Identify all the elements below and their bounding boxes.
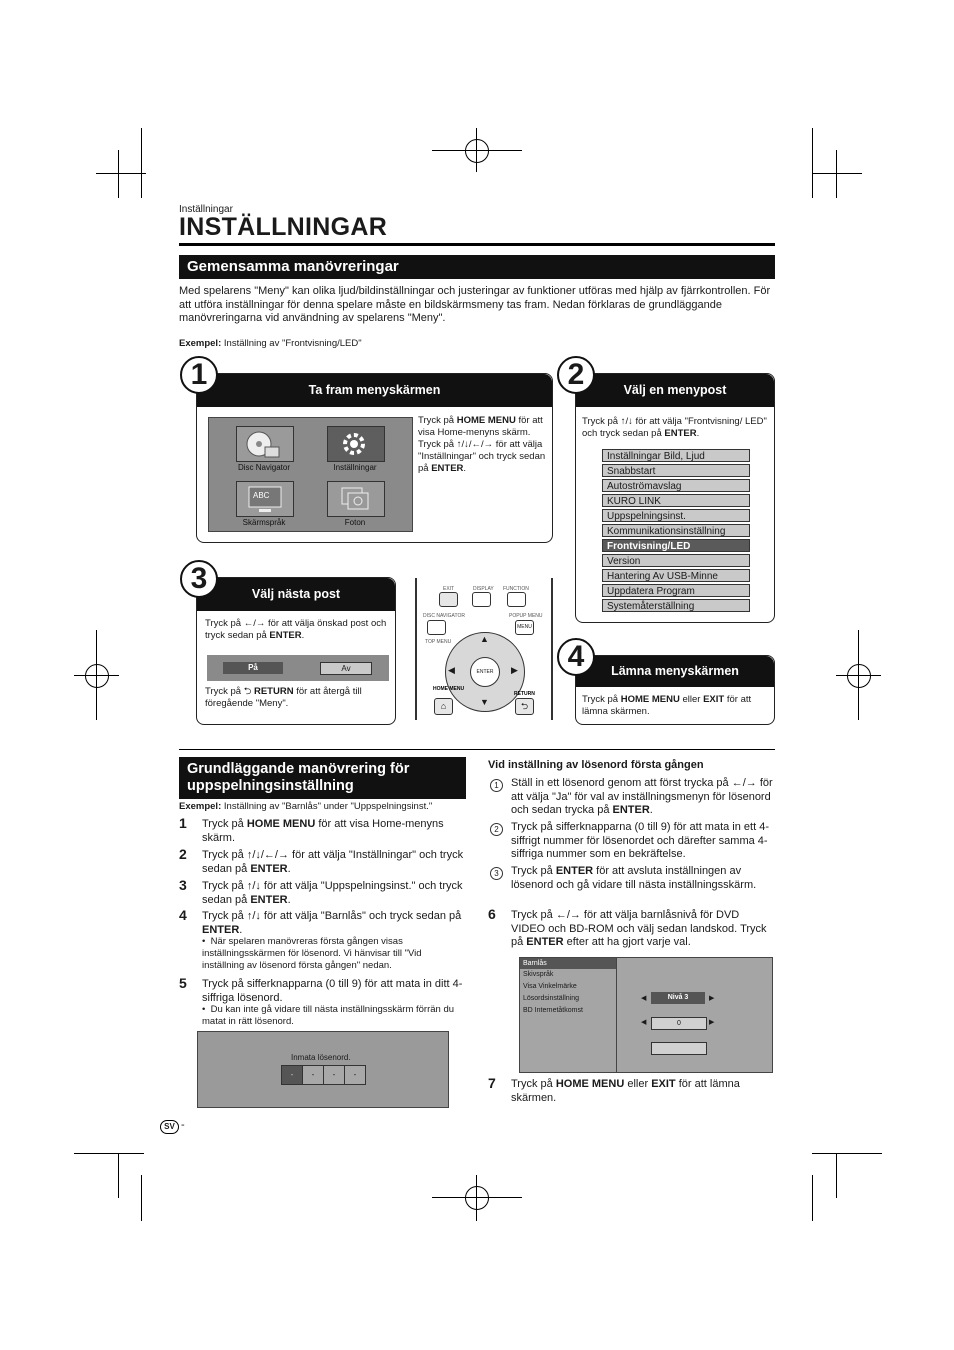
disc-navigator-tile[interactable] [236, 426, 294, 462]
text: för att återgå till föregående "Meny". [205, 686, 362, 709]
password-cell[interactable]: - [323, 1065, 345, 1085]
step-number: 1 [179, 815, 187, 831]
screen-sidebar [520, 958, 617, 1072]
tile-label: Skärmspråk [242, 518, 286, 527]
arrow-left-icon[interactable]: ◀ [641, 995, 647, 1002]
home-menu-screen [208, 417, 413, 532]
step3-heading: Välj nästa post [197, 578, 395, 611]
option-on[interactable]: På [223, 662, 283, 674]
arrow-down-icon[interactable]: ▼ [480, 697, 489, 707]
arrow-right-icon[interactable]: ▶ [709, 1019, 715, 1026]
password-cell[interactable]: - [302, 1065, 324, 1085]
display-button[interactable] [472, 592, 491, 607]
remote-label: HOME MENU [433, 686, 465, 692]
text: . [463, 463, 467, 474]
screen-item[interactable]: Lösordsinställning [523, 995, 580, 1002]
function-button[interactable] [507, 592, 526, 607]
return-button[interactable] [515, 698, 534, 715]
menu-item[interactable]: KURO LINK [602, 494, 750, 507]
page-title: INSTÄLLNINGAR [179, 213, 388, 241]
step4-heading: Lämna menyskärmen [576, 656, 774, 687]
remote-label: DISC NAVIGATOR [423, 613, 465, 619]
menu-item[interactable]: Frontvisning/LED [602, 539, 750, 552]
registration-mark [847, 664, 871, 688]
menu-item[interactable]: Uppspelningsinst. [602, 509, 750, 522]
photo-icon [328, 482, 384, 516]
step3-instructions [205, 618, 389, 642]
item-text: Tryck på sifferknapparna (0 till 9) för att mata in ett 4-siffrigt nummer för lösenordet och därefter samma 4-siffriga nummer som en bekräftelse. [511, 821, 769, 860]
step4-instructions [582, 694, 770, 718]
step-text: Tryck på sifferknapparna (0 till 9) för att mata in ditt 4-siffriga lösenord. [202, 978, 463, 1004]
crop-mark [74, 1153, 144, 1154]
option-off[interactable]: Av [320, 662, 372, 675]
step-text: Tryck på ↑/↓ för att välja "Uppspelningsinst." och tryck sedan på ENTER. [202, 880, 463, 906]
note-text: Du kan inte gå vidare till nästa inställningsskärm förrän du matat in rätt lösenord. [202, 1004, 455, 1027]
password-cell[interactable]: - [344, 1065, 366, 1085]
step-number: 6 [488, 906, 496, 922]
password-label: Inmata lösenord. [291, 1053, 351, 1062]
step-text: Tryck på ↑/↓/←/→ för att välja "Inställningar" och tryck sedan på ENTER. [202, 849, 464, 875]
item-text: Ställ in ett lösenord genom att först trycka på ←/→ för att välja "Ja" för val av inställningsmenyn för lösenord och sedan trycka på ENTER. [511, 777, 773, 816]
key-enter: ENTER [664, 428, 697, 439]
step-text: Tryck på HOME MENU för att visa Home-menyns skärm. [202, 818, 444, 844]
crop-mark [141, 128, 142, 198]
screen-item-selected[interactable]: Barnlås [520, 958, 616, 969]
crop-mark [96, 173, 146, 174]
step-text: Tryck på ↑/↓ för att välja "Barnlås" och tryck sedan på ENTER. [202, 910, 462, 936]
crop-mark [812, 173, 862, 174]
text: . [301, 630, 305, 641]
screen-item[interactable]: Visa Vinkelmärke [523, 983, 577, 990]
breadcrumb: Inställningar [179, 204, 233, 215]
remote-label: RETURN [514, 691, 535, 697]
text: Tryck på [418, 415, 457, 426]
remote-label: EXIT [443, 586, 455, 592]
example-line [179, 338, 362, 350]
circled-number: 2 [490, 823, 503, 836]
text: för att lämna skärmen. [582, 694, 752, 717]
remote-label: DISPLAY [473, 586, 494, 592]
crop-mark [812, 1175, 813, 1221]
menu-button[interactable]: MENU [515, 620, 534, 635]
step-text: Tryck på HOME MENU eller EXIT för att lämna skärmen. [511, 1078, 740, 1104]
step2-heading: Välj en menypost [576, 374, 774, 407]
example-text: Inställning av "Barnlås" under "Uppspelningsinst." [223, 801, 433, 812]
remote-label: FUNCTION [503, 586, 529, 592]
page-dash: - [181, 1119, 185, 1131]
key-enter: ENTER [269, 630, 302, 641]
menu-item[interactable]: Uppdatera Program [602, 584, 750, 597]
intro-paragraph: Med spelarens "Meny" kan olika ljud/bildinställningar och justeringar av funktioner utföras med hjälp av fjärrkontrollen. För att utföra inställningar för denna spelare måste en bildskärmsmeny tas fram. Nedan förklaras de grundläggande manövreringarna vid användning av spelarens "Meny". [179, 285, 771, 324]
text: eller [679, 694, 704, 705]
tile-label: Disc Navigator [237, 463, 290, 472]
menu-item[interactable]: Kommunikationsinställning [602, 524, 750, 537]
registration-mark [85, 664, 109, 688]
level-selector[interactable]: Nivå 3 [651, 992, 705, 1004]
return-icon: ⮌ [243, 686, 254, 697]
step2-instructions [582, 416, 770, 440]
key-enter: ENTER [431, 463, 464, 474]
crop-mark [812, 128, 813, 198]
arrow-left-icon[interactable]: ◀ [448, 665, 455, 675]
language-badge: SV [160, 1120, 179, 1134]
step3-return [205, 686, 389, 710]
step1-instructions [418, 415, 546, 475]
screen-item[interactable]: BD Internetåtkomst [523, 1007, 583, 1014]
arrow-right-icon[interactable]: ▶ [709, 995, 715, 1002]
screen-item[interactable]: Skivspråk [523, 971, 554, 978]
home-icon: ⌂ [440, 701, 447, 711]
text: . [696, 428, 700, 439]
step4-box [575, 655, 775, 725]
step1-box [196, 373, 553, 543]
text: för att visa Home-menyns skärm. [418, 415, 543, 438]
gear-icon [328, 427, 384, 461]
registration-mark [465, 1186, 489, 1210]
example-line [179, 801, 432, 813]
menu-item[interactable]: Version [602, 554, 750, 567]
step-number: 3 [179, 877, 187, 893]
key-return: RETURN [253, 686, 294, 697]
menu-item[interactable]: Autoströmavslag [602, 479, 750, 492]
option-bar [207, 655, 389, 681]
subheading: Vid inställning av lösenord första gången [488, 759, 704, 771]
text: Tryck på ↑/↓/←/→ för att välja "Inställningar" och tryck sedan på [418, 439, 546, 474]
crop-mark [812, 1153, 882, 1154]
section-divider [179, 749, 775, 750]
tile-label: Inställningar [333, 463, 377, 472]
step-number-2: 2 [557, 356, 595, 394]
item-text: Tryck på ENTER för att avsluta inställningen av lösenord och gå vidare till nästa inställningsskärm. [511, 865, 757, 891]
step-number-4: 4 [557, 638, 595, 676]
password-screen [197, 1031, 449, 1108]
example-text: Inställning av "Frontvisning/LED" [223, 338, 362, 349]
step-number: 7 [488, 1075, 496, 1091]
password-cell[interactable]: - [281, 1065, 303, 1085]
key-home-menu: HOME MENU [456, 415, 516, 426]
enter-button[interactable]: ENTER [470, 657, 500, 687]
remote-control [415, 578, 553, 720]
home-menu-button[interactable] [434, 698, 453, 715]
abc-text: ABC [253, 491, 270, 500]
step-number: 5 [179, 975, 187, 991]
text: Tryck på ↑/↓ för att välja "Frontvisning/ LED" och tryck sedan på [582, 416, 767, 439]
photos-tile[interactable] [327, 481, 385, 517]
circled-number: 3 [490, 867, 503, 880]
country-code-field[interactable]: 0 [651, 1017, 707, 1030]
step-text: Tryck på ←/→ för att välja barnlåsnivå för DVD VIDEO och BD-ROM och välj sedan landskod. Tryck på ENTER efter att ha gjort varje val. [511, 909, 767, 948]
step1-heading: Ta fram menyskärmen [197, 374, 552, 407]
disc-icon [237, 427, 293, 461]
parental-lock-screen [519, 957, 773, 1073]
step3-box [196, 577, 396, 725]
exit-button[interactable] [439, 592, 458, 607]
crop-mark [141, 1175, 142, 1221]
settings-tile[interactable] [327, 426, 385, 462]
menu-item[interactable]: Systemåterställning [602, 599, 750, 612]
key-exit: EXIT [703, 694, 725, 705]
arrow-up-icon[interactable]: ▲ [480, 634, 489, 644]
menu-item[interactable]: Snabbstart [602, 464, 750, 477]
crop-mark [118, 1153, 119, 1198]
step-number: 4 [179, 907, 187, 923]
circled-number: 1 [490, 779, 503, 792]
crop-mark [118, 150, 119, 198]
arrow-right-icon[interactable]: ▶ [511, 665, 518, 675]
menu-item[interactable]: Inställningar Bild, Ljud [602, 449, 750, 462]
settings-menu-list [602, 449, 752, 615]
confirm-field[interactable] [651, 1042, 707, 1055]
text: Tryck på ←/→ för att välja önskad post och tryck sedan på [205, 618, 387, 641]
text: Tryck på [582, 694, 621, 705]
remote-label: TOP MENU [425, 639, 452, 645]
step-number: 2 [179, 846, 187, 862]
example-label: Exempel: [179, 338, 222, 349]
title-rule [179, 243, 775, 246]
section-heading: Gemensamma manövreringar [179, 255, 775, 279]
menu-item[interactable]: Hantering Av USB-Minne [602, 569, 750, 582]
return-icon: ⮌ [520, 701, 529, 711]
example-label: Exempel: [179, 801, 222, 812]
step-number-1: 1 [180, 356, 218, 394]
note-text: När spelaren manövreras första gången visas inställningsskärmen för lösenord. Vi hänvisar till "Vid inställning av lösenord första gången" nedan. [202, 936, 422, 971]
step-number-3: 3 [180, 560, 218, 598]
tile-label: Foton [344, 518, 366, 527]
note: • När spelaren manövreras första gången visas inställningsskärmen för lösenord. Vi hänvisar till "Vid inställning av lösenord första gången" nedan. [202, 936, 422, 971]
language-tile[interactable] [236, 481, 294, 517]
step2-box [575, 373, 775, 623]
disc-navigator-button[interactable] [427, 620, 446, 635]
section2-heading: Grundläggande manövrering för uppspelningsinställning [179, 757, 466, 799]
key-home-menu: HOME MENU [620, 694, 680, 705]
crop-mark [836, 1153, 837, 1198]
registration-mark [465, 139, 489, 163]
text: Tryck på [205, 686, 244, 697]
remote-label: POPUP MENU [509, 613, 543, 619]
arrow-left-icon[interactable]: ◀ [641, 1019, 647, 1026]
note: • Du kan inte gå vidare till nästa inställningsskärm förrän du matat in rätt lösenord. [202, 1004, 455, 1027]
crop-mark [836, 150, 837, 198]
